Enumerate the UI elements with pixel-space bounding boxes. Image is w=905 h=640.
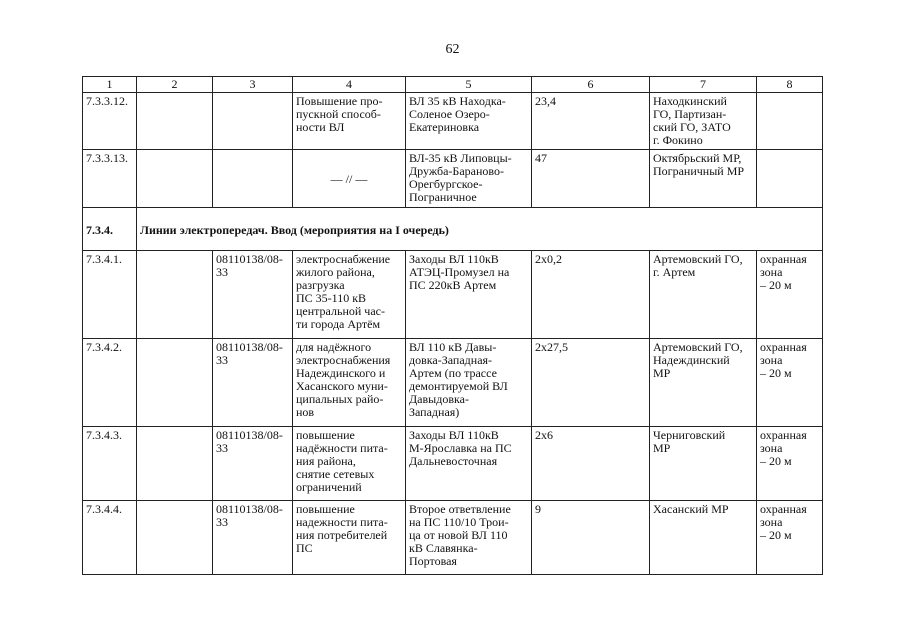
cell-number: 7.3.3.12.: [83, 93, 137, 150]
header-col-6: 6: [532, 77, 650, 93]
cell-number: 7.3.4.1.: [83, 251, 137, 339]
cell-line-name: Заходы ВЛ 110кВ М-Ярославка на ПС Дальневосточная: [406, 427, 532, 501]
cell-number: 7.3.4.3.: [83, 427, 137, 501]
cell-purpose: для надёжного электроснабжения Надеждинского и Хасанского муни- ципальных райо- нов: [293, 339, 406, 427]
header-col-5: 5: [406, 77, 532, 93]
cell-code: 08110138/08- 33: [213, 251, 293, 339]
table-row: [83, 150, 823, 208]
cell-location: Артемовский ГО, Надеждинский МР: [650, 339, 757, 427]
page-number: 62: [445, 42, 460, 57]
cell-zone: охранная зона – 20 м: [757, 251, 823, 339]
cell-purpose: повышение надёжности пита- ния района, снятие сетевых ограничений: [293, 427, 406, 501]
cell-location: Артемовский ГО, г. Артем: [650, 251, 757, 339]
header-row: [83, 77, 823, 93]
section-row: [83, 208, 823, 251]
header-col-1: 1: [83, 77, 137, 93]
cell-length: 23,4: [532, 93, 650, 150]
cell-zone: охранная зона – 20 м: [757, 339, 823, 427]
section-title: Линии электропередач. Ввод (мероприятия на I очередь): [137, 208, 823, 251]
cell-line-name: ВЛ 110 кВ Давы- довка-Западная- Артем (по трассе демонтируемой ВЛ Давыдовка- Западная): [406, 339, 532, 427]
cell-col-2: [137, 501, 213, 575]
cell-purpose: электроснабжение жилого района, разгрузка ПС 35-110 кВ центральной час- ти города Артём: [293, 251, 406, 339]
cell-col-2: [137, 339, 213, 427]
table-row: [83, 339, 823, 427]
section-number: 7.3.4.: [83, 208, 137, 251]
cell-location: Находкинский ГО, Партизан- ский ГО, ЗАТО г. Фокино: [650, 93, 757, 150]
cell-col-2: [137, 93, 213, 150]
cell-location: Октябрьский МР, Пограничный МР: [650, 150, 757, 208]
cell-length: 47: [532, 150, 650, 208]
cell-zone: охранная зона – 20 м: [757, 501, 823, 575]
cell-code: 08110138/08- 33: [213, 501, 293, 575]
cell-location: Хасанский МР: [650, 501, 757, 575]
cell-zone: [757, 150, 823, 208]
cell-zone: охранная зона – 20 м: [757, 427, 823, 501]
header-col-4: 4: [293, 77, 406, 93]
cell-col-3: [213, 93, 293, 150]
cell-length: 9: [532, 501, 650, 575]
header-col-8: 8: [757, 77, 823, 93]
table-row: [83, 93, 823, 150]
table-row: [83, 251, 823, 339]
cell-length: 2х6: [532, 427, 650, 501]
cell-length: 2х27,5: [532, 339, 650, 427]
cell-purpose: повышение надежности пита- ния потребителей ПС: [293, 501, 406, 575]
cell-line-name: ВЛ 35 кВ Находка- Соленое Озеро- Екатериновка: [406, 93, 532, 150]
header-col-2: 2: [137, 77, 213, 93]
header-col-3: 3: [213, 77, 293, 93]
measures-table: [82, 76, 823, 575]
cell-code: 08110138/08- 33: [213, 339, 293, 427]
table-row: [83, 501, 823, 575]
cell-line-name: Второе ответвление на ПС 110/10 Трои- ца от новой ВЛ 110 кВ Славянка- Портовая: [406, 501, 532, 575]
cell-number: 7.3.4.2.: [83, 339, 137, 427]
cell-ditto: — // —: [293, 150, 406, 208]
table-row: [83, 427, 823, 501]
cell-code: 08110138/08- 33: [213, 427, 293, 501]
cell-number: 7.3.4.4.: [83, 501, 137, 575]
cell-col-3: [213, 150, 293, 208]
cell-number: 7.3.3.13.: [83, 150, 137, 208]
header-col-7: 7: [650, 77, 757, 93]
cell-col-2: [137, 427, 213, 501]
cell-purpose: Повышение про- пускной способ- ности ВЛ: [293, 93, 406, 150]
cell-location: Черниговский МР: [650, 427, 757, 501]
cell-col-2: [137, 251, 213, 339]
cell-line-name: Заходы ВЛ 110кВ АТЭЦ-Промузел на ПС 220кВ Артем: [406, 251, 532, 339]
cell-col-2: [137, 150, 213, 208]
cell-zone: [757, 93, 823, 150]
cell-length: 2х0,2: [532, 251, 650, 339]
cell-line-name: ВЛ-35 кВ Липовцы- Дружба-Бараново- Орегбургское- Пограничное: [406, 150, 532, 208]
